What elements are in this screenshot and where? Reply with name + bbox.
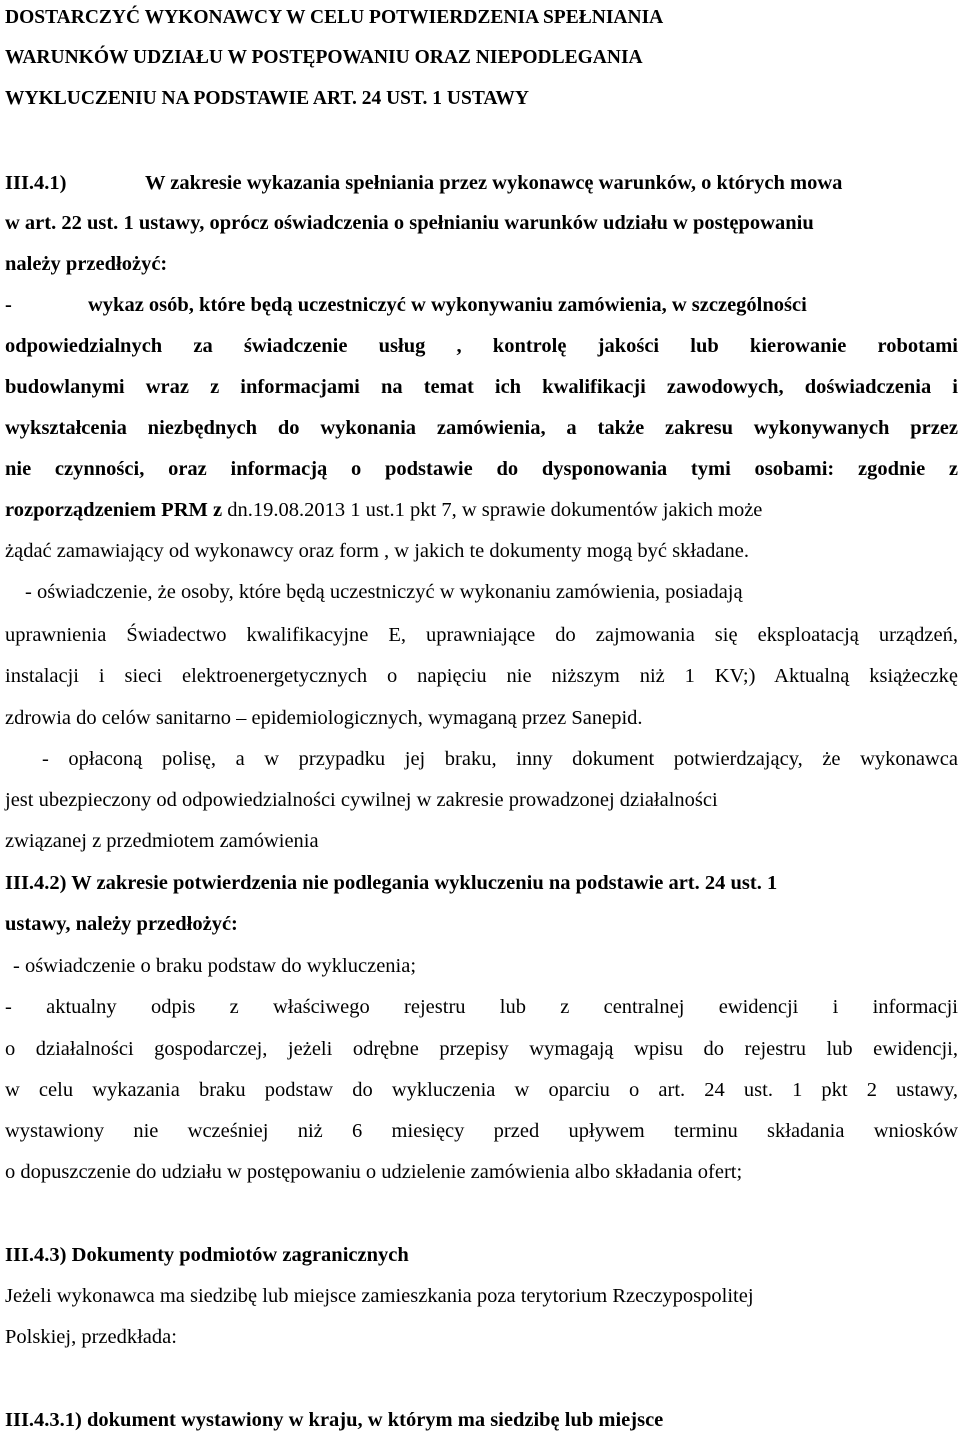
section-heading-text: ustawy, należy przedłożyć: <box>5 913 238 935</box>
section-heading-text: III.4.3.1) dokument wystawiony w kraju, w którym ma siedzibę lub miejsce <box>5 1409 664 1431</box>
paragraph-text: żądać zamawiający od wykonawcy oraz form , w jakich te dokumenty mogą być składane. <box>5 540 749 562</box>
heading-line-1 <box>5 6 958 30</box>
paragraph-text: odpowiedzialnych za świadczenie usług , kontrolę jakości lub kierowanie robotami <box>5 335 958 357</box>
paragraph-line <box>5 788 958 812</box>
heading-line-3 <box>5 87 958 111</box>
paragraph-line <box>5 1160 958 1184</box>
list-item-text: - oświadczenie o braku podstaw do wykluczenia; <box>13 955 417 977</box>
regulation-name: rozporządzeniem PRM z <box>5 499 223 521</box>
list-item-text: - opłaconą polisę, a w przypadku jej braku, inny dokument potwierdzający, że wykonawca <box>42 748 958 770</box>
list-item-line <box>25 580 958 604</box>
paragraph-line <box>5 706 958 730</box>
paragraph-line <box>5 1325 958 1349</box>
list-item-text: - aktualny odpis z właściwego rejestru lub z centralnej ewidencji i informacji <box>5 996 958 1018</box>
paragraph-line <box>5 211 958 235</box>
paragraph-text: budowlanymi wraz z informacjami na temat ich kwalifikacji zawodowych, doświadczenia i <box>5 376 958 398</box>
paragraph-text: nie czynności, oraz informacją o podstawie do dysponowania tymi osobami: zgodnie z <box>5 458 958 480</box>
paragraph-text: Jeżeli wykonawca ma siedzibę lub miejsce zamieszkania poza terytorium Rzeczypospolitej <box>5 1285 754 1307</box>
section-heading-text: III.4.3) Dokumenty podmiotów zagranicznych <box>5 1244 409 1266</box>
paragraph-text: o dopuszczenie do udziału w postępowaniu o udzielenie zamówienia albo składania ofert; <box>5 1161 743 1183</box>
heading-text-2: WARUNKÓW UDZIAŁU W POSTĘPOWANIU ORAZ NIEPODLEGANIA <box>5 47 643 68</box>
paragraph-text: Polskiej, przedkłada: <box>5 1326 177 1348</box>
list-item-text: wykaz osób, które będą uczestniczyć w wykonywaniu zamówienia, w szczególności <box>88 294 807 316</box>
regulation-details: dn.19.08.2013 1 ust.1 pkt 7, w sprawie dokumentów jakich może <box>227 499 763 521</box>
paragraph-line <box>5 539 958 563</box>
section-3-4-3-heading <box>5 1243 958 1267</box>
heading-text-3: WYKLUCZENIU NA PODSTAWIE ART. 24 UST. 1 USTAWY <box>5 88 529 109</box>
paragraph-text: uprawnienia Świadectwo kwalifikacyjne E, uprawniające do zajmowania się eksploatacją urządzeń, <box>5 624 958 646</box>
section-3-4-1-title: W zakresie wykazania spełniania przez wykonawcę warunków, o których mowa <box>145 172 843 194</box>
heading-line-2 <box>5 46 958 70</box>
section-heading-text: III.4.2) W zakresie potwierdzenia nie podlegania wykluczeniu na podstawie art. 24 ust. 1 <box>5 872 778 894</box>
paragraph-text: o działalności gospodarczej, jeżeli odrębne przepisy wymagają wpisu do rejestru lub ewidencji, <box>5 1038 958 1060</box>
paragraph-line <box>5 623 958 647</box>
paragraph-text: wykształcenia niezbędnych do wykonania zamówienia, a także zakresu wykonywanych przez <box>5 417 958 439</box>
paragraph-line <box>5 1037 958 1061</box>
list-item-text: - oświadczenie, że osoby, które będą uczestniczyć w wykonaniu zamówienia, posiadają <box>25 581 743 603</box>
heading-text-1: DOSTARCZYĆ WYKONAWCY W CELU POTWIERDZENIA SPEŁNIANIA <box>5 7 664 28</box>
section-number-3-4-1: III.4.1) <box>5 172 67 194</box>
section-3-4-3-1-heading <box>5 1408 958 1432</box>
paragraph-line <box>5 1078 958 1102</box>
paragraph-line <box>5 252 958 276</box>
paragraph-line <box>5 375 958 399</box>
section-3-4-2-heading-cont <box>5 912 958 936</box>
paragraph-text: instalacji i sieci elektroenergetycznych o napięciu nie niższym niż 1 KV;) Aktualną książeczkę <box>5 665 958 687</box>
paragraph-lead: w art. 22 ust. <box>5 212 119 234</box>
section-3-4-1-line <box>5 171 958 195</box>
list-item-line <box>13 954 958 978</box>
paragraph-text: należy przedłożyć: <box>5 253 168 275</box>
paragraph-line <box>5 457 958 481</box>
paragraph-text: zdrowia do celów sanitarno – epidemiologicznych, wymaganą przez Sanepid. <box>5 707 643 729</box>
paragraph-text: związanej z przedmiotem zamówienia <box>5 830 319 852</box>
list-dash: - <box>5 294 12 316</box>
paragraph-line <box>5 829 958 853</box>
paragraph-line <box>5 664 958 688</box>
paragraph-line <box>5 1119 958 1143</box>
list-item-line <box>5 995 958 1019</box>
paragraph-line <box>5 416 958 440</box>
paragraph-continuation: 1 ustawy, oprócz oświadczenia o spełnianiu warunków udziału w postępowaniu <box>123 212 814 234</box>
paragraph-line <box>5 1284 958 1308</box>
paragraph-text: jest ubezpieczony od odpowiedzialności cywilnej w zakresie prowadzonej działalności <box>5 789 718 811</box>
paragraph-text: w celu wykazania braku podstaw do wykluczenia w oparciu o art. 24 ust. 1 pkt 2 ustawy, <box>5 1079 958 1101</box>
paragraph-line <box>5 334 958 358</box>
section-3-4-2-heading <box>5 871 958 895</box>
paragraph-line <box>5 498 958 522</box>
list-item-line <box>42 747 958 771</box>
paragraph-text: wystawiony nie wcześniej niż 6 miesięcy przed upływem terminu składania wniosków <box>5 1120 958 1142</box>
